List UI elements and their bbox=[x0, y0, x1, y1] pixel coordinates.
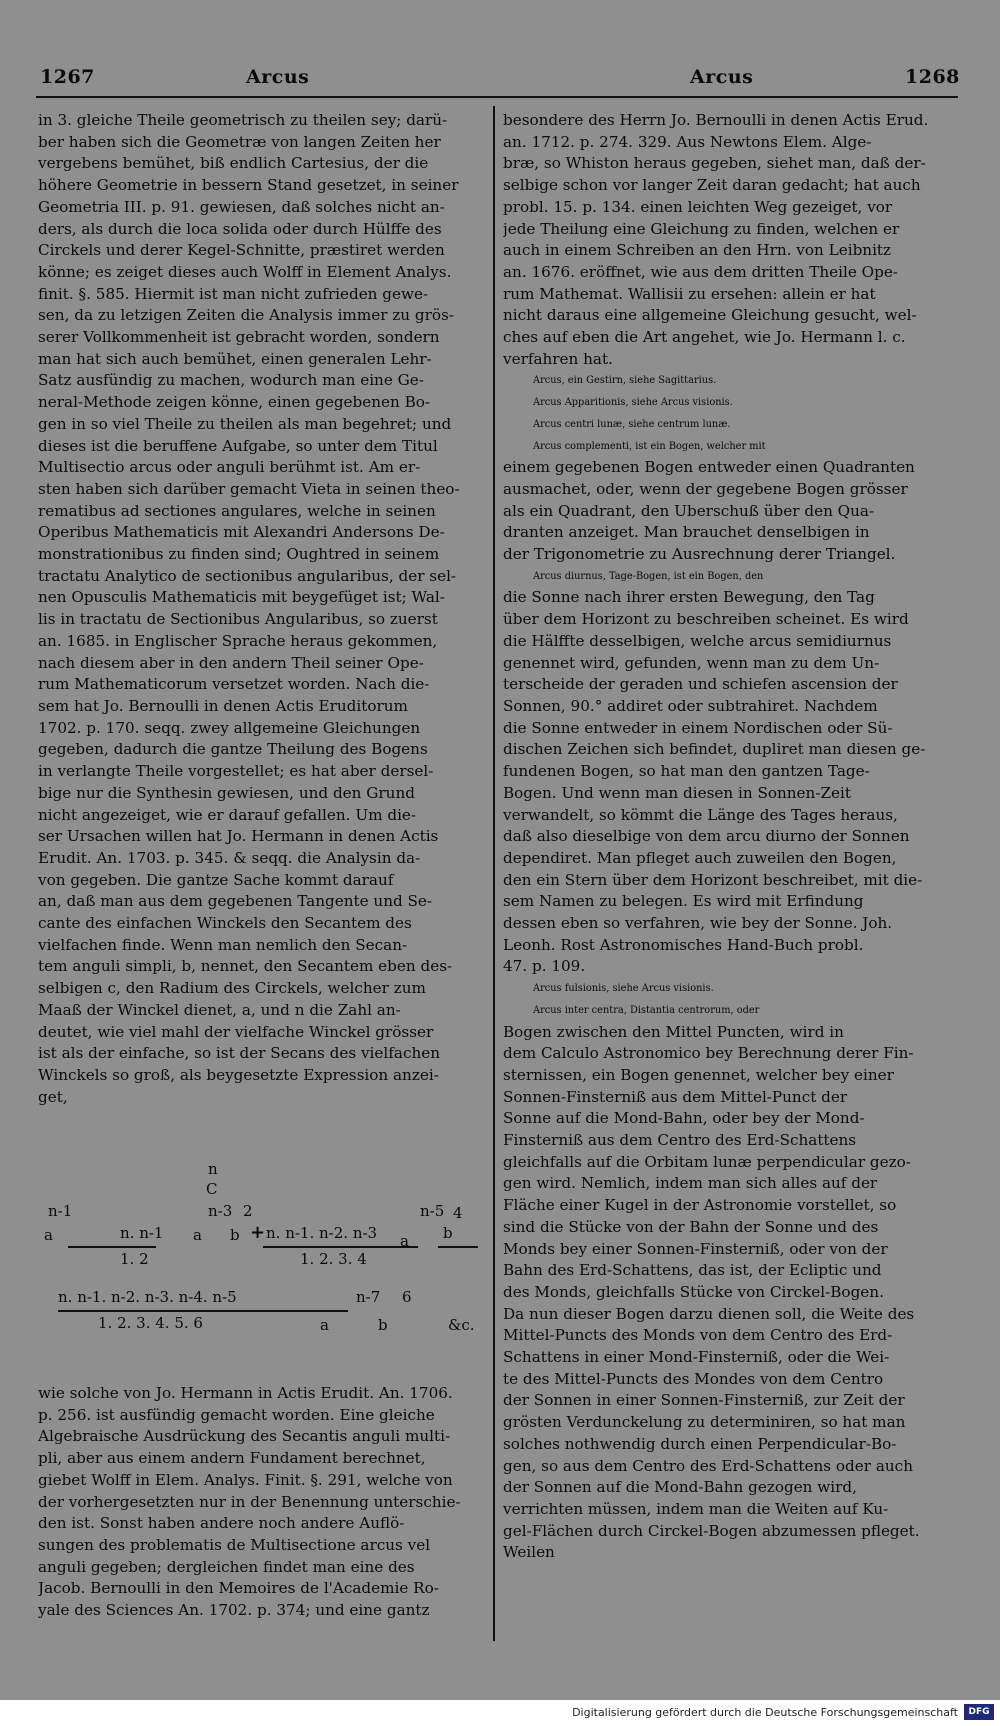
text-line: daß also dieselbige von dem arcu diurno der Sonnen bbox=[503, 827, 910, 846]
text-line: Arcus, ein Gestirn, siehe Sagittarius. bbox=[533, 375, 717, 387]
text-line: dieses ist die beruffene Aufgabe, so unter dem Titul bbox=[38, 436, 438, 455]
text-line: terscheide der geraden und schiefen ascension der bbox=[503, 675, 898, 694]
text-line: probl. 15. p. 134. einen leichten Weg gezeiget, vor bbox=[503, 197, 893, 216]
text-line: Arcus diurnus, Tage-Bogen, ist ein Bogen, den bbox=[533, 570, 764, 582]
text-line: 47. p. 109. bbox=[503, 957, 586, 976]
text-line: verfahren hat. bbox=[503, 349, 613, 368]
formula-exp-2b: 2 bbox=[243, 1202, 253, 1220]
formula-exp-3: n-5 bbox=[420, 1202, 445, 1220]
column-divider bbox=[493, 106, 495, 1641]
text-line: Bogen. Und wenn man diesen in Sonnen-Zeit bbox=[503, 783, 851, 802]
formula-frac2-den: 1. 2. 3. 4 bbox=[300, 1250, 367, 1268]
text-line: Arcus complementi, ist ein Bogen, welcher mit bbox=[533, 440, 766, 452]
text-line: solches nothwendig durch einen Perpendicular-Bo- bbox=[503, 1434, 897, 1453]
text-line: cante des einfachen Winckels den Secantem des bbox=[38, 914, 412, 933]
formula-b1: b bbox=[230, 1226, 240, 1244]
text-line: gen in so viel Theile zu theilen als man begehret; und bbox=[38, 414, 452, 433]
formula-a1: a bbox=[193, 1226, 202, 1244]
text-line: Circkels und derer Kegel-Schnitte, præstiret werden bbox=[38, 241, 445, 260]
formula-frac1-num: n. n-1 bbox=[120, 1224, 164, 1242]
text-line: rum Mathematicorum versetzet worden. Nach die- bbox=[38, 675, 430, 694]
text-line: tractatu Analytico de sectionibus angularibus, der sel- bbox=[38, 566, 457, 585]
text-line: an. 1676. eröffnet, wie aus dem dritten Theile Ope- bbox=[503, 262, 898, 281]
text-line: Da nun dieser Bogen darzu dienen soll, die Weite des bbox=[503, 1304, 915, 1323]
text-line: Bahn des Erd-Schattens, das ist, der Ecliptic und bbox=[503, 1261, 882, 1280]
text-line: einem gegebenen Bogen entweder einen Quadranten bbox=[503, 458, 915, 477]
text-line: Maaß der Winckel dienet, a, und n die Zahl an- bbox=[38, 1000, 401, 1019]
text-line: 1702. p. 170. seqq. zwey allgemeine Gleichungen bbox=[38, 718, 421, 737]
formula-bar-2 bbox=[263, 1246, 418, 1248]
formula-a3: a bbox=[320, 1316, 329, 1334]
text-line: anguli gegeben; dergleichen findet man eine des bbox=[38, 1557, 415, 1576]
text-line: an. 1712. p. 274. 329. Aus Newtons Elem. Alge- bbox=[503, 132, 872, 151]
text-line: te des Mittel-Puncts des Mondes von dem Centro bbox=[503, 1369, 884, 1388]
text-line: nicht angezeiget, wie er darauf gefallen. Um die- bbox=[38, 805, 417, 824]
text-line: ist als der einfache, so ist der Secans des vielfachen bbox=[38, 1044, 440, 1063]
text-line: sem hat Jo. Bernoulli in denen Actis Eruditorum bbox=[38, 696, 408, 715]
right-column bbox=[503, 110, 955, 1564]
text-line: der Sonnen auf die Mond-Bahn gezogen wird, bbox=[503, 1478, 857, 1497]
text-line: dessen eben so verfahren, wie bey der Sonne. Joh. bbox=[503, 914, 893, 933]
text-line: sind die Stücke von der Bahn der Sonne und des bbox=[503, 1217, 879, 1236]
text-line: dependiret. Man pfleget auch zuweilen den Bogen, bbox=[503, 848, 897, 867]
text-line: selbige schon vor langer Zeit daran gedacht; hat auch bbox=[503, 176, 921, 195]
text-line: pli, aber aus einem andern Fundament berechnet, bbox=[38, 1449, 426, 1468]
text-line: Algebraische Ausdrückung des Secantis anguli multi- bbox=[38, 1427, 451, 1446]
text-line: Arcus fulsionis, siehe Arcus visionis. bbox=[533, 983, 714, 995]
text-line: Mittel-Puncts des Monds von dem Centro des Erd- bbox=[503, 1326, 893, 1345]
text-line: ausmachet, oder, wenn der gegebene Bogen grösser bbox=[503, 479, 908, 498]
text-line: dischen Zeichen sich befindet, dupliret man diesen ge- bbox=[503, 740, 926, 759]
text-line: jede Theilung eine Gleichung zu finden, welchen er bbox=[503, 219, 900, 238]
text-line: nach diesem aber in den andern Theil seiner Ope- bbox=[38, 653, 424, 672]
text-line: rum Mathemat. Wallisii zu ersehen: allein er hat bbox=[503, 284, 876, 303]
text-line: Erudit. An. 1703. p. 345. & seqq. die Analysin da- bbox=[38, 848, 421, 867]
text-line: ches auf eben die Art angehet, wie Jo. Hermann l. c. bbox=[503, 328, 906, 347]
text-line: neral-Methode zeigen könne, einen gegebenen Bo- bbox=[38, 393, 431, 412]
text-line: den ein Stern über dem Horizont beschreibet, mit die- bbox=[503, 870, 923, 889]
digitization-footer bbox=[0, 1700, 1000, 1726]
footer-credit: Digitalisierung gefördert durch die Deutsche Forschungsgemeinschaft bbox=[572, 1706, 958, 1719]
text-line: get, bbox=[38, 1087, 68, 1106]
text-line: Jacob. Bernoulli in den Memoires de l'Academie Ro- bbox=[38, 1579, 439, 1598]
text-line: über dem Horizont zu beschreiben scheinet. Es wird bbox=[503, 610, 909, 629]
header-rule bbox=[36, 96, 958, 98]
text-line: gel-Flächen durch Circkel-Bogen abzumessen pfleget. bbox=[503, 1521, 920, 1540]
formula-b3: b bbox=[378, 1316, 388, 1334]
text-line: könne; es zeiget dieses auch Wolff in Element Analys. bbox=[38, 262, 452, 281]
left-running-title: Arcus bbox=[246, 66, 310, 88]
formula-exp-1: n-1 bbox=[48, 1202, 73, 1220]
text-line: Sonnen, 90.° addiret oder subtrahiret. Nachdem bbox=[503, 696, 878, 715]
formula-exp-2: n-3 bbox=[208, 1202, 233, 1220]
text-line: wie solche von Jo. Hermann in Actis Erudit. An. 1706. bbox=[38, 1384, 453, 1402]
text-line: in verlangte Theile vorgestellet; es hat aber dersel- bbox=[38, 762, 434, 781]
text-line: gleichfalls auf die Orbitam lunæ perpendicular gezo- bbox=[503, 1152, 911, 1171]
text-line: den ist. Sonst haben andere noch andere Auflö- bbox=[38, 1514, 405, 1533]
left-page-number: 1267 bbox=[40, 66, 95, 88]
text-line: selbigen c, den Radium des Circkels, welcher zum bbox=[38, 979, 426, 998]
text-line: Operibus Mathematicis mit Alexandri Andersons De- bbox=[38, 523, 445, 542]
text-line: Finsterniß aus dem Centro des Erd-Schattens bbox=[503, 1131, 857, 1150]
text-line: Arcus Apparitionis, siehe Arcus visionis. bbox=[533, 397, 733, 409]
text-line: Winckels so groß, als beygesetzte Expression anzei- bbox=[38, 1065, 439, 1084]
text-line: p. 256. ist ausfündig gemacht worden. Eine gleiche bbox=[38, 1405, 435, 1424]
text-line: Sonne auf die Mond-Bahn, oder bey der Mond- bbox=[503, 1109, 865, 1128]
text-line: verwandelt, so kömmt die Länge des Tages heraus, bbox=[503, 805, 898, 824]
dfg-logo: DFG bbox=[964, 1704, 994, 1720]
text-line: der vorhergesetzten nur in der Benennung unterschie- bbox=[38, 1492, 461, 1511]
text-line: tem anguli simpli, b, nennet, den Secantem eben des- bbox=[38, 957, 453, 976]
text-line: besondere des Herrn Jo. Bernoulli in denen Actis Erud. bbox=[503, 111, 929, 129]
text-line: die Hälffte desselbigen, welche arcus semidiurnus bbox=[503, 631, 892, 650]
text-line: die Sonne entweder in einem Nordischen oder Sü- bbox=[503, 718, 893, 737]
text-line: an, daß man aus dem gegebenen Tangente und Se- bbox=[38, 892, 433, 911]
right-page-number: 1268 bbox=[905, 66, 960, 88]
formula-lead-a: a bbox=[44, 1226, 53, 1244]
text-line: des Monds, gleichfalls Stücke von Circkel-Bogen. bbox=[503, 1282, 884, 1301]
text-line: Geometria III. p. 91. gewiesen, daß solches nicht an- bbox=[38, 197, 445, 216]
formula-frac1-den: 1. 2 bbox=[120, 1250, 149, 1268]
formula-row2-den: 1. 2. 3. 4. 5. 6 bbox=[98, 1314, 203, 1332]
text-line: giebet Wolff in Elem. Analys. Finit. §. 291, welche von bbox=[38, 1470, 453, 1489]
text-line: sem Namen zu belegen. Es wird mit Erfindung bbox=[503, 892, 864, 911]
left-column-continued bbox=[38, 1383, 484, 1622]
text-line: ser Ursachen willen hat Jo. Hermann in denen Actis bbox=[38, 827, 439, 846]
text-line: Satz ausfündig zu machen, wodurch man eine Ge- bbox=[38, 371, 424, 390]
formula-exp-3b: 4 bbox=[453, 1204, 463, 1222]
text-line: Bogen zwischen den Mittel Puncten, wird in bbox=[503, 1022, 844, 1041]
formula-row2-tail-exp: 6 bbox=[402, 1288, 412, 1306]
text-line: sten haben sich darüber gemacht Vieta in seinen theo- bbox=[38, 479, 460, 498]
text-line: gen, so aus dem Centro des Erd-Schattens oder auch bbox=[503, 1456, 913, 1475]
text-line: vielfachen finde. Wenn man nemlich den Secan- bbox=[38, 935, 408, 954]
text-line: gen wird. Nemlich, indem man sich alles auf der bbox=[503, 1174, 878, 1193]
text-line: als ein Quadrant, den Uberschuß über den Qua- bbox=[503, 501, 875, 520]
text-line: ber haben sich die Geometræ von langen Zeiten her bbox=[38, 132, 441, 151]
text-line: serer Vollkommenheit ist gebracht worden, sondern bbox=[38, 328, 440, 347]
formula-row2-tail: n-7 bbox=[356, 1288, 381, 1306]
text-line: vergebens bemühet, biß endlich Cartesius, der die bbox=[38, 154, 429, 173]
left-column bbox=[38, 110, 484, 1108]
formula-top-c: C bbox=[206, 1180, 218, 1198]
text-line: auch in einem Schreiben an den Hrn. von Leibnitz bbox=[503, 241, 892, 260]
text-line: höhere Geometrie in bessern Stand gesetzet, in seiner bbox=[38, 176, 459, 195]
text-line: sternissen, ein Bogen genennet, welcher bey einer bbox=[503, 1065, 894, 1084]
text-line: gegeben, dadurch die gantze Theilung des Bogens bbox=[38, 740, 428, 759]
text-line: verrichten müssen, indem man die Weiten auf Ku- bbox=[503, 1500, 889, 1518]
formula-bar-1 bbox=[68, 1246, 156, 1248]
text-line: deutet, wie viel mahl der vielfache Winckel grösser bbox=[38, 1022, 434, 1041]
formula-frac2-num: n. n-1. n-2. n-3 bbox=[266, 1224, 378, 1242]
text-line: grösten Verdunckelung zu determiniren, so hat man bbox=[503, 1413, 906, 1432]
text-line: nicht daraus eine allgemeine Gleichung gesucht, wel- bbox=[503, 306, 917, 325]
text-line: fundenen Bogen, so hat man den gantzen Tage- bbox=[503, 762, 870, 781]
formula-b2: b bbox=[443, 1224, 453, 1242]
text-line: Sonnen-Finsterniß aus dem Mittel-Punct der bbox=[503, 1087, 848, 1106]
text-line: dem Calculo Astronomico bey Berechnung derer Fin- bbox=[503, 1044, 914, 1063]
text-line: die Sonne nach ihrer ersten Bewegung, den Tag bbox=[503, 588, 875, 607]
text-line: der Sonnen in einer Sonnen-Finsterniß, zur Zeit der bbox=[503, 1391, 905, 1410]
formula-row2-num: n. n-1. n-2. n-3. n-4. n-5 bbox=[58, 1288, 237, 1306]
text-line: monstrationibus zu finden sind; Oughtred in seinem bbox=[38, 545, 440, 564]
text-line: an. 1685. in Englischer Sprache heraus gekommen, bbox=[38, 631, 438, 650]
text-line: Weilen bbox=[503, 1543, 555, 1562]
formula-a2: a bbox=[400, 1232, 409, 1250]
text-line: sen, da zu letzigen Zeiten die Analysis immer zu grös- bbox=[38, 306, 454, 325]
formula-plus: + bbox=[250, 1222, 266, 1243]
text-line: Schattens in einer Mond-Finsterniß, oder die Wei- bbox=[503, 1348, 890, 1367]
text-line: Arcus inter centra, Distantia centrorum, oder bbox=[533, 1004, 760, 1016]
text-line: bige nur die Synthesin gewiesen, und den Grund bbox=[38, 783, 415, 802]
formula-bar-3 bbox=[58, 1310, 348, 1312]
text-line: sungen des problematis de Multisectione arcus vel bbox=[38, 1535, 431, 1554]
formula-etc: &c. bbox=[448, 1316, 475, 1334]
text-line: man hat sich auch bemühet, einen generalen Lehr- bbox=[38, 349, 432, 368]
text-line: Leonh. Rost Astronomisches Hand-Buch probl. bbox=[503, 935, 864, 954]
text-line: bræ, so Whiston heraus gegeben, siehet man, daß der- bbox=[503, 154, 926, 173]
text-line: Monds bey einer Sonnen-Finsterniß, oder von der bbox=[503, 1239, 888, 1258]
text-line: genennet wird, gefunden, wenn man zu dem Un- bbox=[503, 653, 880, 672]
text-line: von gegeben. Die gantze Sache kommt darauf bbox=[38, 870, 394, 889]
secant-formula bbox=[38, 1160, 484, 1365]
text-line: Multisectio arcus oder anguli berühmt ist. Am er- bbox=[38, 458, 421, 477]
text-line: dranten anzeiget. Man brauchet denselbigen in bbox=[503, 523, 870, 542]
text-line: yale des Sciences An. 1702. p. 374; und eine gantz bbox=[38, 1601, 430, 1620]
text-line: ders, als durch die loca solida oder durch Hülffe des bbox=[38, 219, 442, 238]
formula-top-n: n bbox=[208, 1160, 218, 1178]
formula-bar-2b bbox=[438, 1246, 478, 1248]
text-line: Arcus centri lunæ, siehe centrum lunæ. bbox=[533, 418, 731, 430]
text-line: nen Opusculis Mathematicis mit beygefüget ist; Wal- bbox=[38, 588, 445, 607]
text-line: der Trigonometrie zu Ausrechnung derer Triangel. bbox=[503, 545, 896, 564]
right-running-title: Arcus bbox=[690, 66, 754, 88]
text-line: lis in tractatu de Sectionibus Angularibus, so zuerst bbox=[38, 610, 438, 629]
text-line: rematibus ad sectiones angulares, welche in seinen bbox=[38, 501, 436, 520]
text-line: finit. §. 585. Hiermit ist man nicht zufrieden gewe- bbox=[38, 284, 429, 303]
text-line: in 3. gleiche Theile geometrisch zu theilen sey; darü- bbox=[38, 111, 448, 129]
text-line: Fläche einer Kugel in der Astronomie vorstellet, so bbox=[503, 1196, 897, 1215]
